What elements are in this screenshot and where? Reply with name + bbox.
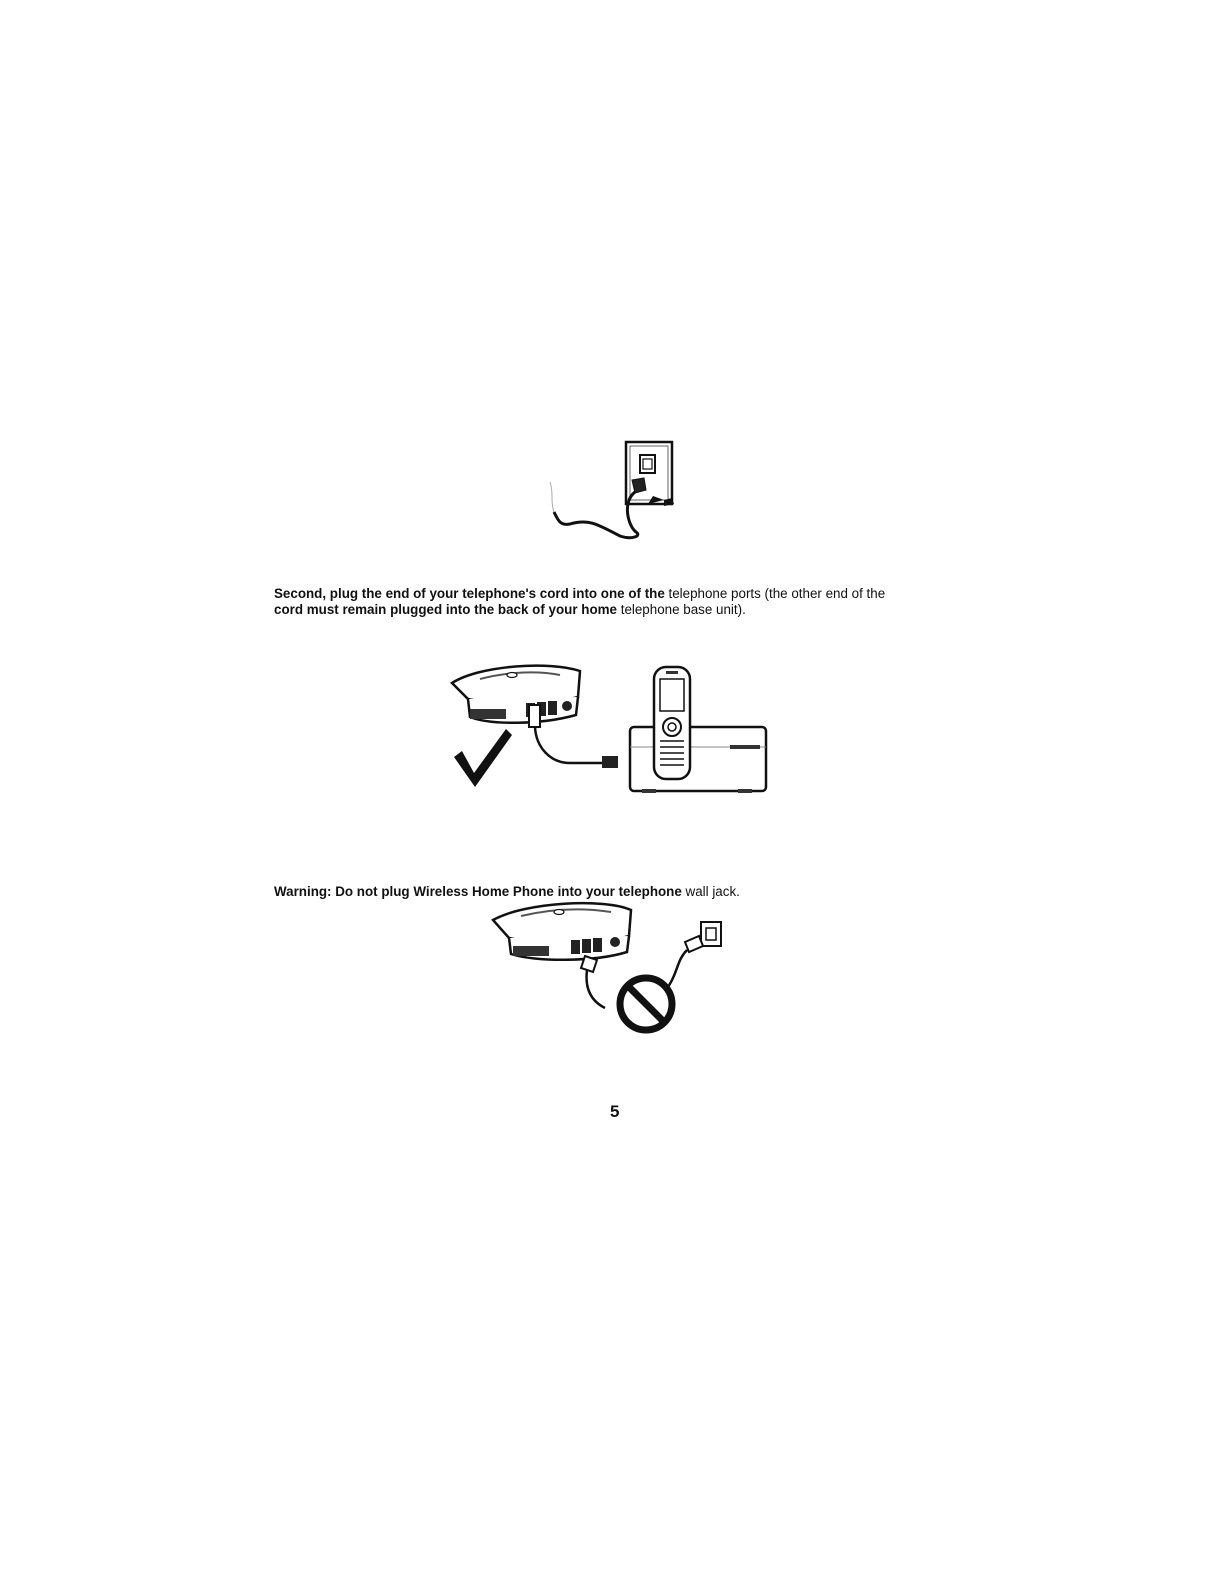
prohibited-icon: [620, 978, 672, 1030]
instruction-text: telephone ports (the other end of the: [664, 586, 886, 602]
incorrect-connection-illustration: [485, 900, 735, 1045]
instruction-second-step: [274, 586, 954, 618]
instruction-bold-text: cord must remain plugged into the back of your home: [274, 602, 617, 618]
page-number: 5: [610, 1102, 620, 1121]
correct-connection-illustration: [440, 655, 780, 800]
instruction-bold-text: Second, plug the end of your telephone's cord into one of the: [274, 586, 665, 602]
warning-text: [274, 884, 954, 900]
warning-rest-text: wall jack.: [681, 884, 740, 900]
wall-jack-illustration: [540, 436, 690, 548]
checkmark-icon: [454, 729, 512, 787]
instruction-text: telephone base unit).: [617, 602, 746, 618]
warning-bold-text: Warning: Do not plug Wireless Home Phone into your telephone: [274, 884, 682, 900]
